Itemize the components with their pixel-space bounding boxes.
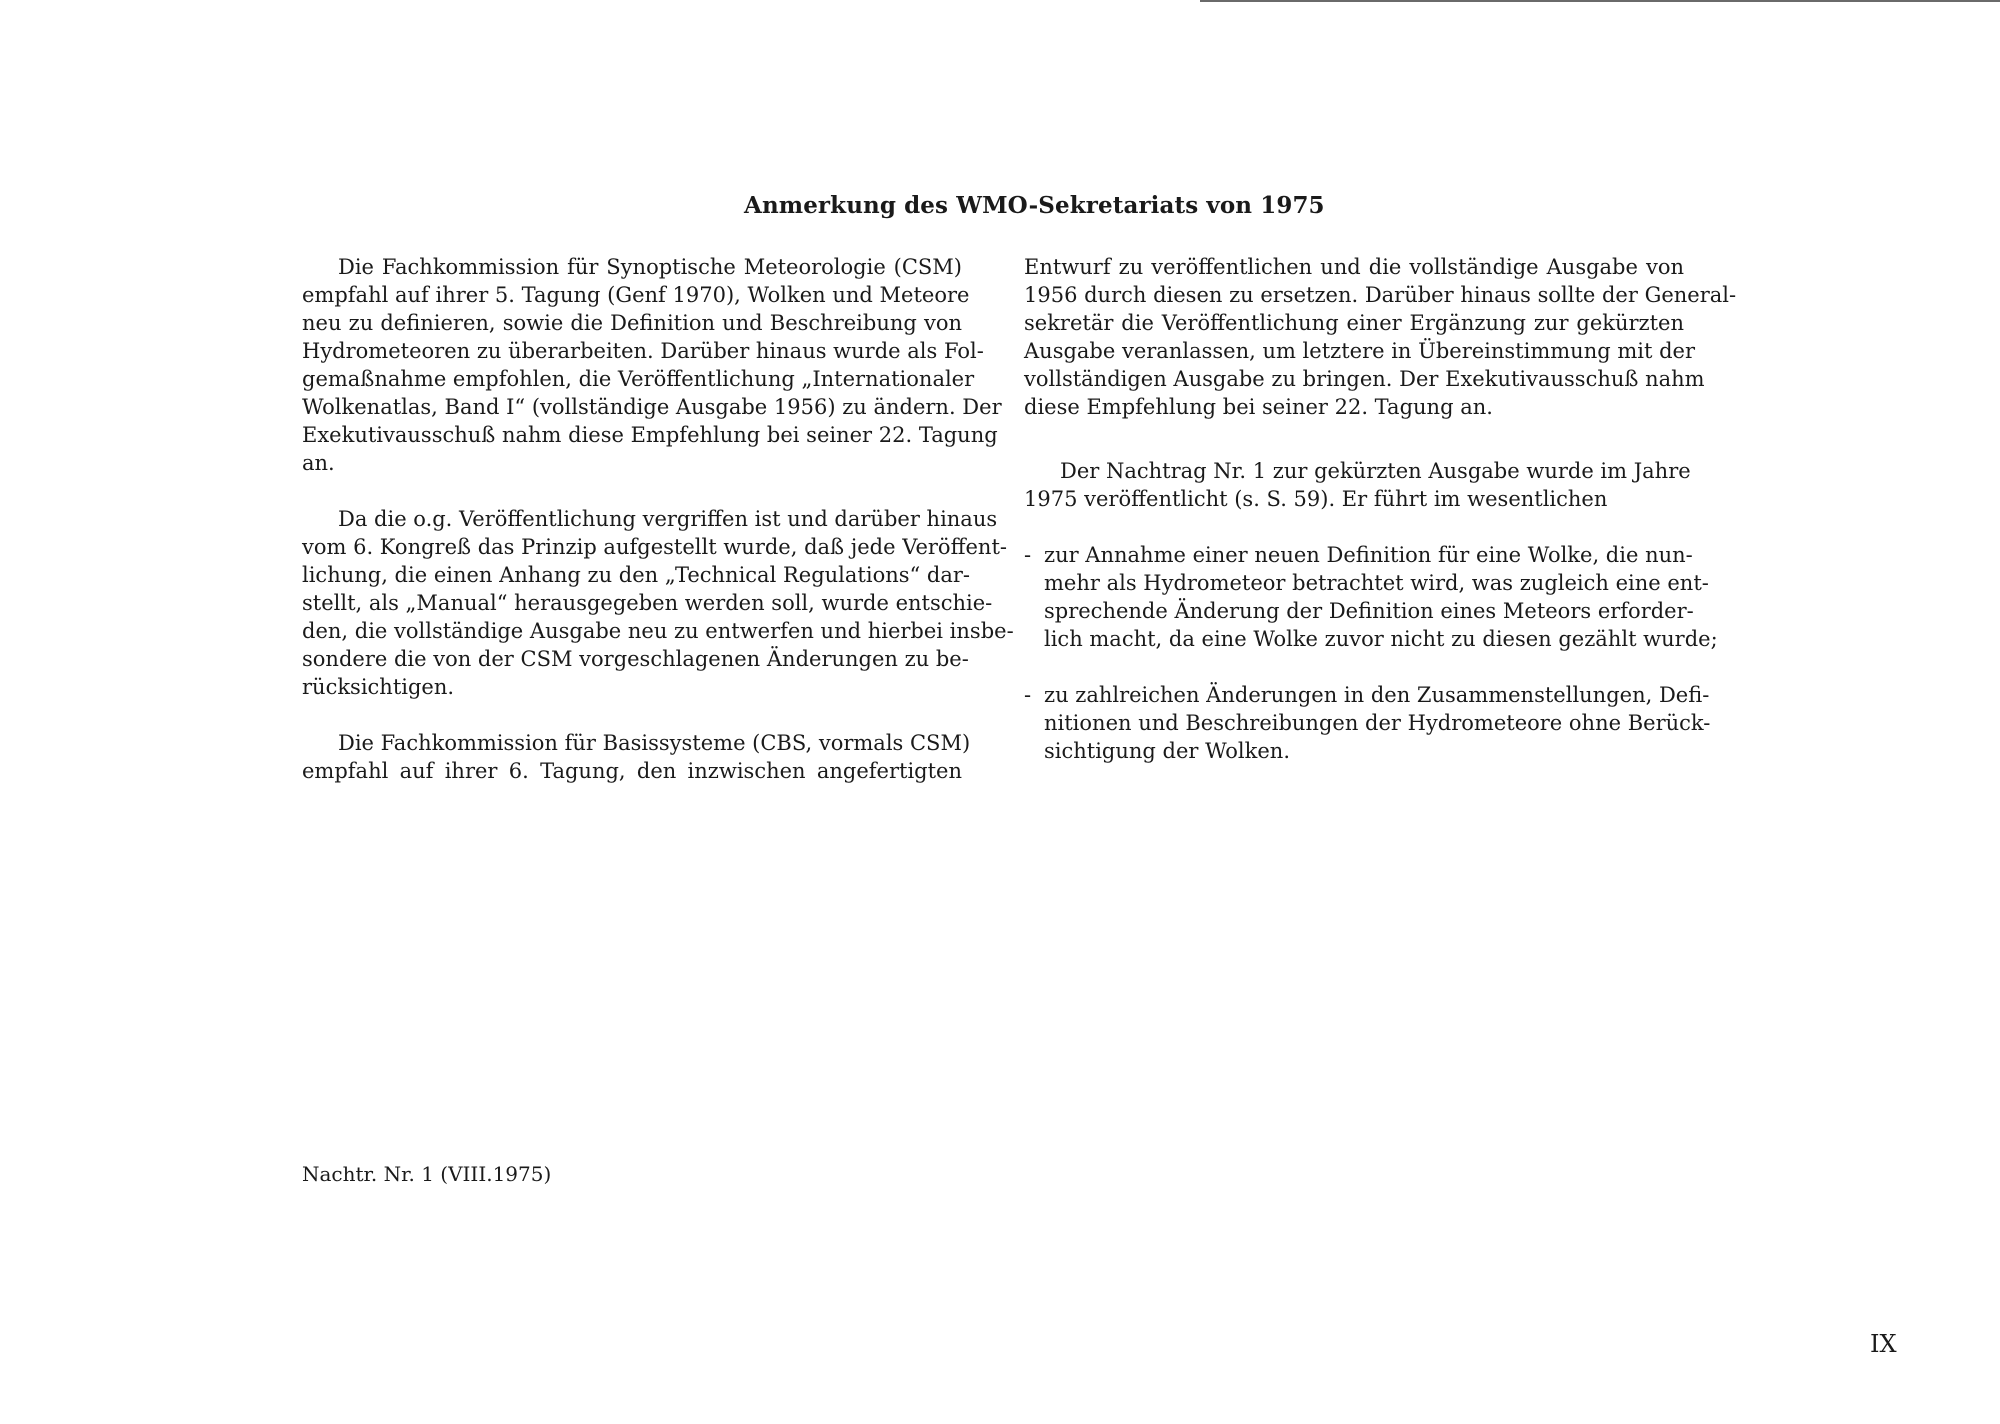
- text-line: lichung, die einen Anhang zu den „Technical Regulations“ dar-: [302, 563, 971, 587]
- text-line: zur Annahme einer neuen Definition für eine Wolke, die nun-: [1044, 543, 1693, 567]
- text-line: empfahl auf ihrer 6. Tagung, den inzwischen angefertigten: [302, 759, 962, 783]
- page-title: Anmerkung des WMO-Sekretariats von 1975: [744, 192, 1325, 219]
- right-column: [1024, 253, 1737, 793]
- text-line: rücksichtigen.: [302, 675, 455, 699]
- text-line: empfahl auf ihrer 5. Tagung (Genf 1970), Wolken und Meteore: [302, 283, 970, 307]
- text-line: mehr als Hydrometeor betrachtet wird, was zugleich eine ent-: [1044, 571, 1709, 595]
- text-line: 1975 veröffentlicht (s. S. 59). Er führt im wesentlichen: [1024, 487, 1608, 511]
- text-line: lich macht, da eine Wolke zuvor nicht zu diesen gezählt wurde;: [1044, 627, 1718, 651]
- top-edge-rule: [1200, 0, 2000, 2]
- paragraph-supplement-intro: [1024, 457, 1691, 513]
- text-line: Die Fachkommission für Synoptische Meteorologie (CSM): [338, 255, 962, 279]
- paragraph-cbs-recommendation: [302, 729, 971, 785]
- page-number: IX: [1870, 1330, 1897, 1358]
- paragraph-publication-out-of-print: [302, 505, 1014, 701]
- text-line: Hydrometeoren zu überarbeiten. Darüber hinaus wurde als Fol-: [302, 339, 984, 363]
- text-line: Entwurf zu veröffentlichen und die vollständige Ausgabe von: [1024, 255, 1684, 279]
- text-line: Da die o.g. Veröffentlichung vergriffen ist und darüber hinaus: [338, 507, 998, 531]
- text-line: sekretär die Veröffentlichung einer Ergänzung zur gekürzten: [1024, 311, 1684, 335]
- list-item-cloud-definition: [1024, 541, 1718, 653]
- text-line: Wolkenatlas, Band I“ (vollständige Ausgabe 1956) zu ändern. Der: [302, 395, 1002, 419]
- text-line: diese Empfehlung bei seiner 22. Tagung an.: [1024, 395, 1493, 419]
- text-line: sondere die von der CSM vorgeschlagenen Änderungen zu be-: [302, 647, 969, 671]
- text-line: sprechende Änderung der Definition eines Meteors erforder-: [1044, 599, 1694, 623]
- text-line: sichtigung der Wolken.: [1044, 739, 1291, 763]
- list-dash: -: [1024, 683, 1032, 707]
- text-line: Ausgabe veranlassen, um letztere in Übereinstimmung mit der: [1024, 339, 1695, 363]
- text-line: vollständigen Ausgabe zu bringen. Der Exekutivausschuß nahm: [1024, 367, 1705, 391]
- text-line: Exekutivausschuß nahm diese Empfehlung bei seiner 22. Tagung: [302, 423, 998, 447]
- text-line: an.: [302, 451, 335, 475]
- footer-supplement-note: Nachtr. Nr. 1 (VIII.1975): [302, 1162, 552, 1186]
- paragraph-continuation: [1024, 253, 1737, 421]
- list-dash: -: [1024, 543, 1032, 567]
- text-line: den, die vollständige Ausgabe neu zu entwerfen und hierbei insbe-: [302, 619, 1014, 643]
- text-line: vom 6. Kongreß das Prinzip aufgestellt wurde, daß jede Veröffent-: [302, 535, 1007, 559]
- text-line: zu zahlreichen Änderungen in den Zusammenstellungen, Defi-: [1044, 683, 1710, 707]
- text-line: Die Fachkommission für Basissysteme (CBS, vormals CSM): [338, 731, 971, 755]
- paragraph-csm-recommendation: [302, 253, 1002, 477]
- text-line: stellt, als „Manual“ herausgegeben werden soll, wurde entschie-: [302, 591, 993, 615]
- text-line: nitionen und Beschreibungen der Hydrometeore ohne Berück-: [1044, 711, 1711, 735]
- text-line: Der Nachtrag Nr. 1 zur gekürzten Ausgabe wurde im Jahre: [1060, 459, 1691, 483]
- list-item-hydrometeor-changes: [1024, 681, 1711, 765]
- left-column: [302, 253, 1014, 813]
- text-line: neu zu definieren, sowie die Definition und Beschreibung von: [302, 311, 962, 335]
- text-line: 1956 durch diesen zu ersetzen. Darüber hinaus sollte der General-: [1024, 283, 1737, 307]
- text-line: gemaßnahme empfohlen, die Veröffentlichung „Internationaler: [302, 367, 975, 391]
